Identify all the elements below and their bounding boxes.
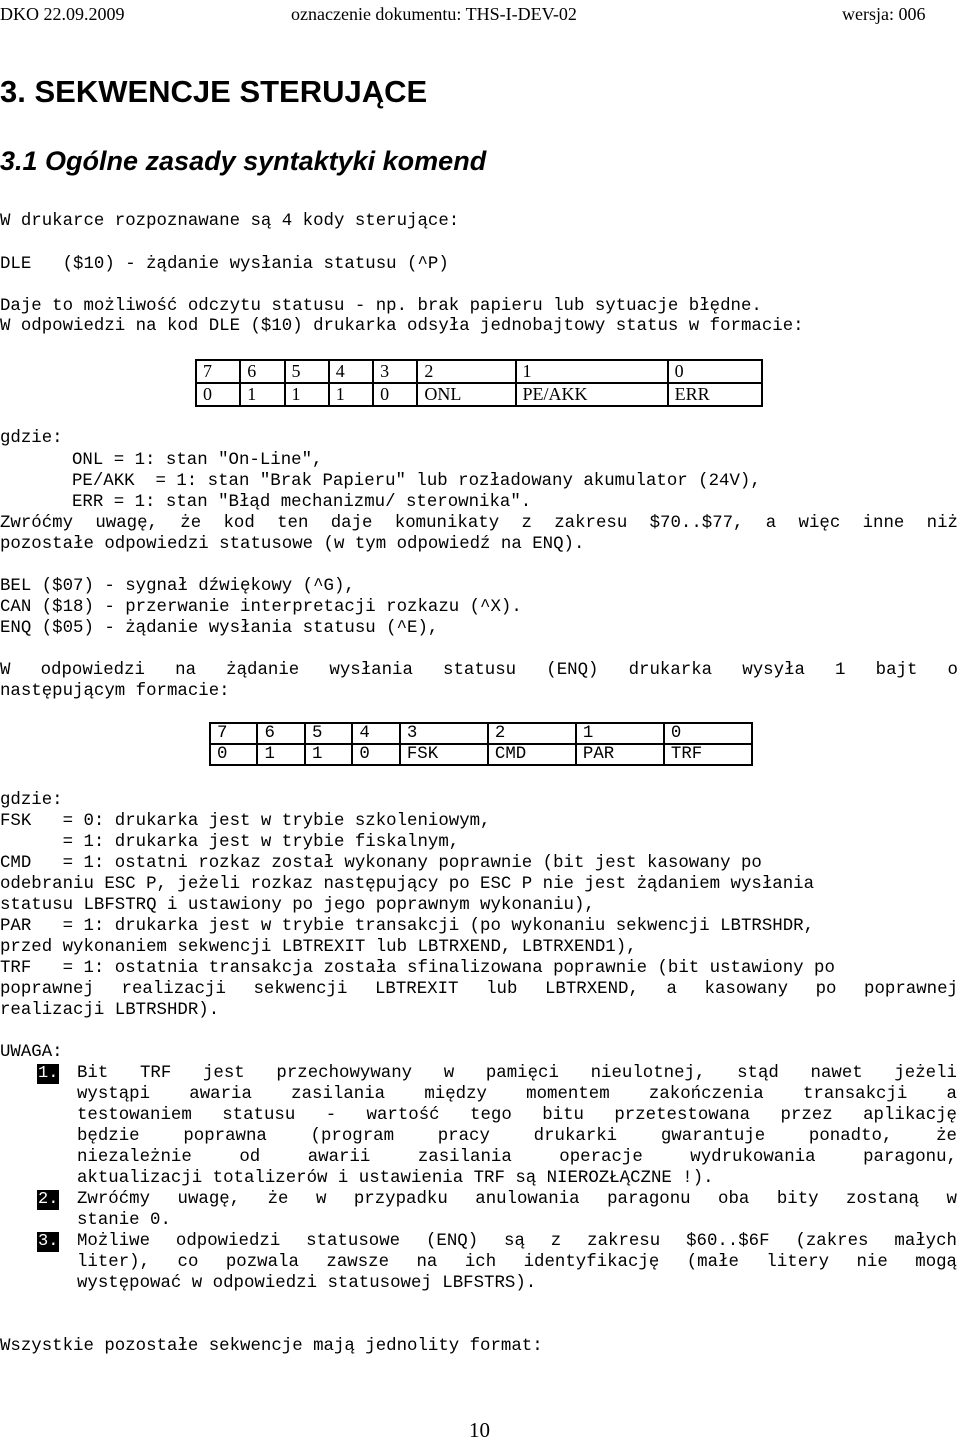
bit-cell: 6	[257, 723, 304, 744]
note-number: 2.	[38, 1190, 59, 1209]
value-cell: 0	[373, 383, 417, 406]
cmd-definition-3: statusu LBFSTRQ i ustawiony po jego poprawnym wykonaniu),	[0, 896, 595, 915]
value-cell: PAR	[576, 744, 664, 765]
bit-cell: 7	[210, 723, 257, 744]
bit-cell: 0	[664, 723, 752, 744]
bit-cell: 6	[240, 360, 284, 383]
note-1-line: niezależnie od awarii zasilania operacje wydrukowania paragonu,	[77, 1148, 957, 1167]
intro-text: W drukarce rozpoznawane są 4 kody sterujące:	[0, 212, 460, 231]
bel-line: BEL ($07) - sygnał dźwiękowy (^G),	[0, 577, 355, 596]
subsection-title: 3.1 Ogólne zasady syntaktyki komend	[0, 146, 487, 176]
note-1-line: testowaniem statusu - wartość tego bitu przetestowana przez aplikację	[77, 1106, 957, 1125]
enq-description-1: W odpowiedzi na żądanie wysłania statusu (ENQ) drukarka wysyła 1 bajt o	[0, 661, 958, 680]
bit-cell: 5	[305, 723, 352, 744]
cmd-definition-1: CMD = 1: ostatni rozkaz został wykonany poprawnie (bit jest kasowany po	[0, 854, 762, 873]
dle-line: DLE ($10) - żądanie wysłania statusu (^P)	[0, 255, 449, 274]
can-line: CAN ($18) - przerwanie interpretacji rozkazu (^X).	[0, 598, 522, 617]
value-cell: 1	[240, 383, 284, 406]
cmd-definition-2: odebraniu ESC P, jeżeli rozkaz następujący po ESC P nie jest żądaniem wysłania	[0, 875, 815, 894]
bit-cell: 5	[285, 360, 329, 383]
value-cell: ONL	[417, 383, 515, 406]
bit-cell: 0	[668, 360, 762, 383]
note-1-line: wystąpi awaria zasilania między momentem zakończenia transakcji a	[77, 1085, 957, 1104]
where-label: gdzie:	[0, 429, 63, 448]
value-cell: 0	[352, 744, 399, 765]
bit-cell: 2	[417, 360, 515, 383]
note-1-line: będzie poprawna (program pracy drukarki gwarantuje ponadto, że	[77, 1127, 957, 1146]
warning-label: UWAGA:	[0, 1043, 63, 1062]
bit-cell: 1	[576, 723, 664, 744]
par-definition-2: przed wykonaniem sekwencji LBTREXIT lub LBTRXEND, LBTRXEND1),	[0, 938, 637, 957]
header-version: wersja: 006	[842, 4, 926, 24]
enq-description-2: następującym formacie:	[0, 682, 230, 701]
bit-cell: 7	[196, 360, 240, 383]
value-cell: FSK	[400, 744, 488, 765]
onl-definition: ONL = 1: stan "On-Line",	[72, 451, 323, 470]
note-1-line: aktualizacji totalizerów i ustawienia TRF są NIEROZŁĄCZNE !).	[77, 1169, 714, 1188]
bit-cell: 4	[352, 723, 399, 744]
trf-definition-2: poprawnej realizacji sekwencji LBTREXIT lub LBTRXEND, a kasowany po poprawnej	[0, 980, 958, 999]
value-cell: PE/AKK	[516, 383, 668, 406]
bit-cell: 3	[400, 723, 488, 744]
value-cell: 1	[285, 383, 329, 406]
note-3-line: Możliwe odpowiedzi statusowe (ENQ) są z zakresu $60..$6F (zakres małych	[77, 1232, 957, 1251]
value-cell: 1	[257, 744, 304, 765]
page-number: 10	[469, 1418, 490, 1442]
fsk-definition-2: = 1: drukarka jest w trybie fiskalnym,	[0, 833, 460, 852]
bit-cell: 2	[488, 723, 576, 744]
enq-status-table	[209, 722, 753, 766]
bit-number-row	[196, 360, 762, 383]
bit-cell: 1	[516, 360, 668, 383]
header-date: DKO 22.09.2009	[0, 4, 125, 24]
note-number: 1.	[38, 1064, 59, 1083]
value-cell: CMD	[488, 744, 576, 765]
section-title: 3. SEKWENCJE STERUJĄCE	[0, 74, 428, 109]
value-cell: 0	[196, 383, 240, 406]
value-cell: 1	[329, 383, 373, 406]
value-cell: ERR	[668, 383, 762, 406]
header-document-id: oznaczenie dokumentu: THS-I-DEV-02	[291, 4, 577, 24]
value-cell: 0	[210, 744, 257, 765]
bit-cell: 3	[373, 360, 417, 383]
note-3-line: występować w odpowiedzi statusowej LBFSTRS).	[77, 1274, 537, 1293]
bit-number-row	[210, 723, 752, 744]
fsk-definition-1: FSK = 0: drukarka jest w trybie szkoleniowym,	[0, 812, 491, 831]
note-2-line: stanie 0.	[77, 1211, 171, 1230]
note-range-70-cont: pozostałe odpowiedzi statusowe (w tym odpowiedź na ENQ).	[0, 535, 585, 554]
bit-value-row	[210, 744, 752, 765]
bit-value-row	[196, 383, 762, 406]
note-2-line: Zwróćmy uwagę, że w przypadku anulowania paragonu oba bity zostaną w	[77, 1190, 957, 1209]
par-definition-1: PAR = 1: drukarka jest w trybie transakcji (po wykonaniu sekwencji LBTRSHDR,	[0, 917, 815, 936]
dle-description-1: Daje to możliwość odczytu statusu - np. brak papieru lub sytuacje błędne.	[0, 297, 762, 316]
dle-status-table	[195, 359, 763, 407]
note-range-70: Zwróćmy uwagę, że kod ten daje komunikaty z zakresu $70..$77, a więc inne niż	[0, 514, 958, 533]
note-3-line: liter), co pozwala zawsze na ich identyfikację (małe litery nie mogą	[77, 1253, 957, 1272]
value-cell: TRF	[664, 744, 752, 765]
note-1-line: Bit TRF jest przechowywany w pamięci nieulotnej, stąd nawet jeżeli	[77, 1064, 957, 1083]
where-label-2: gdzie:	[0, 791, 63, 810]
final-statement: Wszystkie pozostałe sekwencje mają jednolity format:	[0, 1337, 543, 1356]
trf-definition-1: TRF = 1: ostatnia transakcja została sfinalizowana poprawnie (bit ustawiony po	[0, 959, 835, 978]
value-cell: 1	[305, 744, 352, 765]
dle-description-2: W odpowiedzi na kod DLE ($10) drukarka odsyła jednobajtowy status w formacie:	[0, 317, 804, 336]
peakk-definition: PE/AKK = 1: stan "Brak Papieru" lub rozładowany akumulator (24V),	[72, 472, 761, 491]
err-definition: ERR = 1: stan "Błąd mechanizmu/ sterownika".	[72, 493, 532, 512]
enq-line: ENQ ($05) - żądanie wysłania statusu (^E),	[0, 619, 439, 638]
note-number: 3.	[38, 1232, 59, 1251]
bit-cell: 4	[329, 360, 373, 383]
trf-definition-3: realizacji LBTRSHDR).	[0, 1001, 220, 1020]
